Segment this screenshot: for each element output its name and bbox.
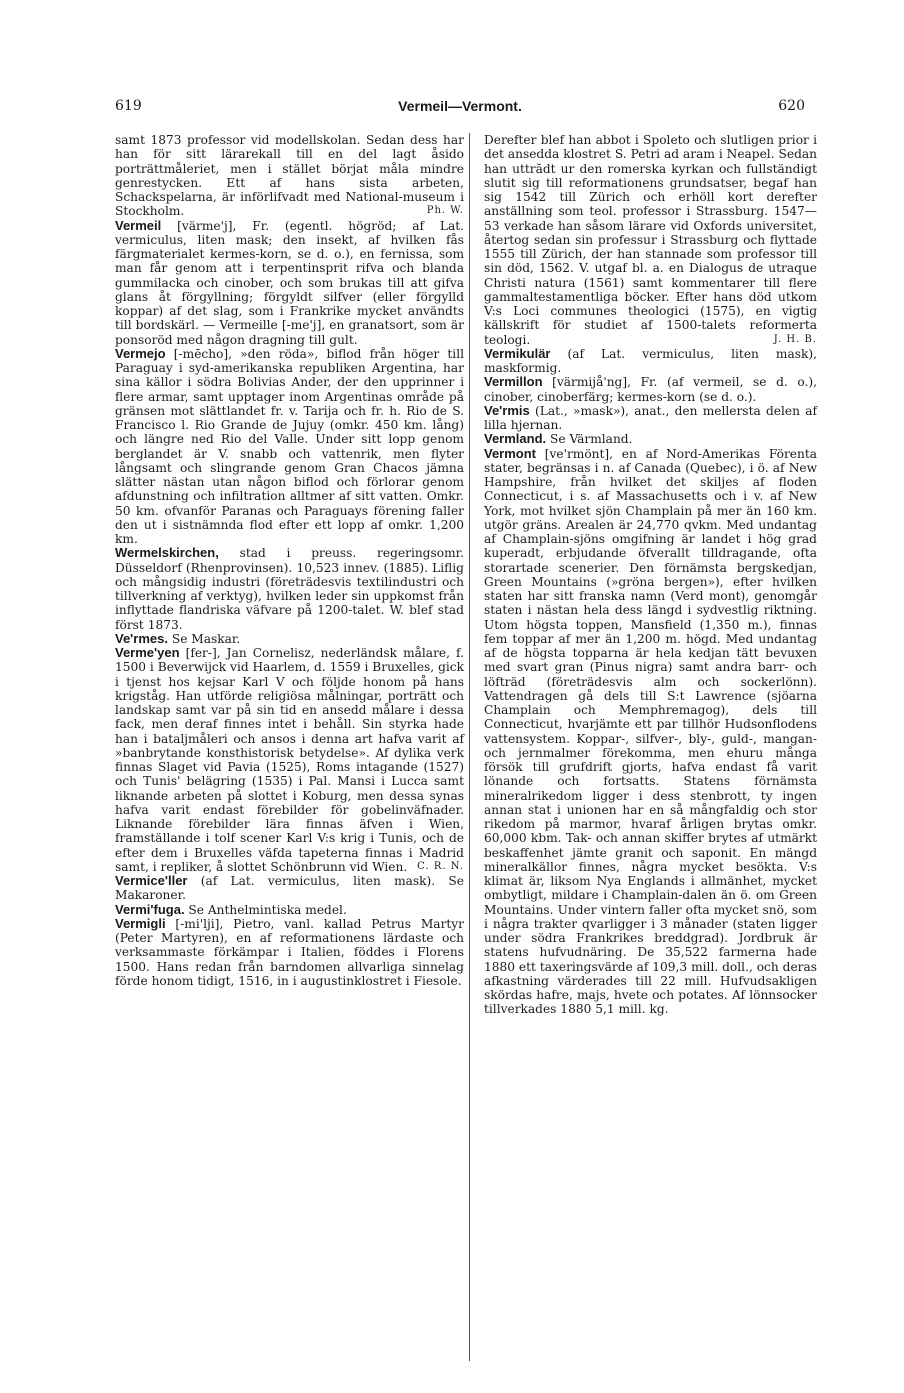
entry-text: [värmijå'ng], Fr. (af vermeil, se d. o.), cinober, cinoberfärg; kermes-korn (se d. o.).	[484, 375, 817, 404]
page-number-left: 619	[115, 98, 142, 114]
entry	[115, 133, 464, 219]
entry	[115, 917, 464, 988]
entry-signature: C. R. N.	[417, 860, 464, 872]
entry-headword: Ve'rmes.	[115, 630, 168, 646]
entry	[115, 219, 464, 347]
entry-text: (Lat., »mask»), anat., den mellersta delen af lilla hjernan.	[484, 403, 817, 432]
entry	[115, 874, 464, 903]
entry	[484, 375, 817, 404]
entry	[484, 447, 817, 1017]
entry-text: Se Värmland.	[546, 432, 633, 447]
entry-text: [fer-], Jan Cornelisz, nederländsk målare, f. 1500 i Beverwijck vid Haarlem, d. 1559 i Bruxelles, gick i tjenst hos kejsar Karl V och följde honom på hans krigståg. Han utförde religiösa målningar, porträtt och landskap samt var på sin tid en ansedd målare i dessa fack, men deraf finnes intet i behåll. Sin styrka hade han i bataljmåleri och ansos i denna art hafva varit af »banbrytande konsthistorisk betydelse». Af dylika verk finnas Slaget vid Pavia (1525), Roms intagande (1527) och Tunis' belägring (1535) i Pal. Mansi i Lucca samt liknande arbeten på slottet i Koburg, men dessa synas hafva varit endast förebilder för gobelinväfnader. Liknande förebilder lära finnas äfven i Wien, framställande i tolf scener Karl V:s krig i Tunis, och de efter dem i Bruxelles väfda tapeterna finnas i Madrid samt, i repliker, å slottet Schönbrunn vid Wien.	[115, 646, 464, 874]
entry-signature: J. H. B.	[773, 333, 817, 345]
entry-text: Se Maskar.	[167, 631, 241, 646]
entry-text: [-mi'lji], Pietro, vanl. kallad Petrus Martyr (Peter Martyren), en af reformationens lärdaste och verksammaste förkämpar i Italien, föddes i Florens 1500. Hans redan från barndomen allvarliga sinnelag förde honom tidigt, 1516, in i augustinklostret i Fiesole.	[115, 916, 464, 988]
entry-headword: Vermice'ller	[115, 873, 188, 888]
entry-headword: Vermigli	[115, 915, 166, 931]
entry	[484, 432, 817, 446]
entry-headword: Vermi'fuga.	[115, 901, 185, 917]
entry-headword: Vermillon	[484, 374, 543, 390]
entry	[484, 133, 817, 347]
entry-headword: Vermeil	[115, 217, 162, 233]
entry-text: [-mēcho], »den röda», biflod från höger till Paraguay i syd-amerikanska republiken Argentina, har sina källor i södra Bolivias Ander, der den upprinner i flere armar, samt upptager inom Argentinas område på gränsen mot slättlandet fr. v. Tarija och fr. h. Rio de S. Francisco l. Rio Grande de Jujuy (omkr. 450 km. lång) och längre ned Rio del Valle. Under sitt lopp genom berglandet är V. snabb och vattenrik, men flyter långsamt och slingrande genom Gran Chacos jämna slätter nästan utan någon biflod och förlorar genom afdunstning och infiltration alltmer af sitt vatten. Omkr. 50 km. ofvanför Paranas och Paraguays förening faller den ut i sistnämnda flod efter ett lopp af omkr. 1,200 km.	[115, 346, 464, 546]
column-divider	[469, 133, 470, 1361]
entry-text: samt 1873 professor vid modellskolan. Sedan dess har han för sitt lärarekall till en del lagt åsido porträttmåleriet, men i stället börjat måla mindre genrestycken. Ett af hans sista arbeten, Schackspelarna, är införlifvadt med National-museum i Stockholm.	[115, 133, 464, 219]
entry	[115, 903, 464, 917]
entry-text: Se Anthelmintiska medel.	[184, 902, 347, 917]
entry	[484, 404, 817, 433]
right-column	[484, 133, 817, 1017]
entry-text: [ve'rmönt], en af Nord-Amerikas Förenta stater, begränsas i n. af Canada (Quebec), i ö. af New Hampshire, från hvilket det skiljes af floden Connecticut, i s. af Massachusetts och i v. af New York, mot hvilket sjön Champlain på mer än 160 km. utgör gräns. Arealen är 24,770 qvkm. Med undantag af Champlain-sjöns omgifning är landet i hög grad kuperadt, erbjudande öfverallt tilldragande, ofta storartade scenerier. Den förnämsta bergskedjan, Green Mountains (»gröna bergen»), efter hvilken staten har sitt franska namn (Verd mont), genomgår staten i nästan hela dess längd i sydvestlig riktning. Utom högsta toppen, Mansfield (1,350 m.), finnas fem toppar af mer än 1,200 m. högd. Med undantag af de högsta topparna är hela kedjan tätt bevuxen med svart gran (Pinus nigra) samt andra barr- och löfträd (företrädesvis alm och sockerlönn). Vattendragen gå dels till S:t Lawrence (sjöarna Champlain och Memphremagog), dels till Connecticut, hvarjämte ett par tillhör Hudsonflodens vattensystem. Koppar-, silfver-, bly-, guld-, mangan- och jernmalmer förekomma, men ehuru många försök till grufdrift gjorts, hafva endast få varit lönande och fortsatts. Statens förnämsta mineralrikedom ligger i dess stenbrott, ty ingen annan stat i unionen har en så mångfaldig och stor rikedom på marmor, hvaraf årligen brytas omkr. 60,000 kbm. Tak- och annan skiffer brytes af utmärkt beskaffenhet jämte granit och saponit. En mängd mineralkällor finnes, några mycket besökta. V:s klimat är, liksom Nya Englands i allmänhet, mycket ombytligt, mildare i Champlain-dalen än ö. om Green Mountains. Under vintern faller ofta mycket snö, som i några trakter qvarligger i 3 månader (staten ligger under södra Frankrikes breddgrad). Jordbruk är statens hufvudnäring. De 35,522 farmerna hade 1880 ett taxeringsvärde af 109,3 mill. doll., och deras afkastning värderades till 22 mill. Hufvudsakligen skördas hafre, majs, hvete och potates. Af lönnsocker tillverkades 1880 5,1 mill. kg.	[484, 446, 817, 1017]
entry	[484, 347, 817, 376]
entry	[115, 632, 464, 646]
entry-headword: Wermelskirchen,	[115, 545, 219, 561]
entry	[115, 546, 464, 632]
entry-headword: Ve'rmis	[484, 402, 530, 418]
entry-headword: Vermont	[484, 445, 537, 461]
page-header	[115, 98, 805, 120]
entry-text: (af Lat. vermiculus, liten mask). Se Makaroner.	[115, 874, 464, 903]
entry	[115, 347, 464, 547]
entry-signature: Ph. W.	[426, 205, 464, 217]
entry-text: stad i preuss. regeringsomr. Düsseldorf (Rhenprovinsen). 10,523 innev. (1885). Liflig och mångsidig industri (företrädesvis textilindustri och tillverkning af verktyg), hvilken leder sin uppkomst från inflyttade flandriska väfvare på 1200-talet. W. blef stad först 1873.	[115, 546, 464, 632]
left-column	[115, 133, 464, 988]
entry-headword: Verme'yen	[115, 645, 180, 660]
entry-headword: Vermland.	[484, 431, 547, 447]
entry-text: (af Lat. vermiculus, liten mask), maskformig.	[484, 346, 817, 375]
entry-text: [värme'j], Fr. (egentl. högröd; af Lat. vermiculus, liten mask; den insekt, af hvilken fås färgmaterialet kermes-korn, se d. o.), en fernissa, som man får genom att i terpentinsprit rifva och blanda gummilacka och cinober, och som brukas till att gifva glans åt förgyllning; förgyldt silfver (eller förgylld koppar) af det slag, som i Frankrike mycket användts till bordskärl. — Vermeille [-me'j], en granatsort, som är ponsoröd med någon dragning till gult.	[115, 218, 464, 347]
running-title: Vermeil—Vermont.	[398, 98, 522, 114]
entry-text: Derefter blef han abbot i Spoleto och slutligen prior i det ansedda klostret S. Petri ad aram i Neapel. Sedan han uttrădt ur den romerska kyrkan och fullständigt slutit sig till reformationens grundsatser, begaf han sig 1542 till Zürich och erhöll kort derefter anställning som teol. professor i Strassburg. 1547—53 verkade han såsom lärare vid Oxfords universitet, återtog sedan sin professur i Strassburg och flyttade 1555 till Zürich, der han stannade som professor till sin död, 1562. V. utgaf bl. a. en Dialogus de utraque Christi natura (1561) samt kommentarer till flere gammaltestamentliga böcker. Efter hans död utkom V:s Loci communes theologici (1575), en vigtig källskrift för studiet af 1500-talets reformerta teologi.	[484, 133, 817, 347]
entry-headword: Vermikulär	[484, 345, 551, 361]
entry	[115, 646, 464, 874]
entry-headword: Vermejo	[115, 345, 166, 361]
page-number-right: 620	[778, 98, 805, 114]
